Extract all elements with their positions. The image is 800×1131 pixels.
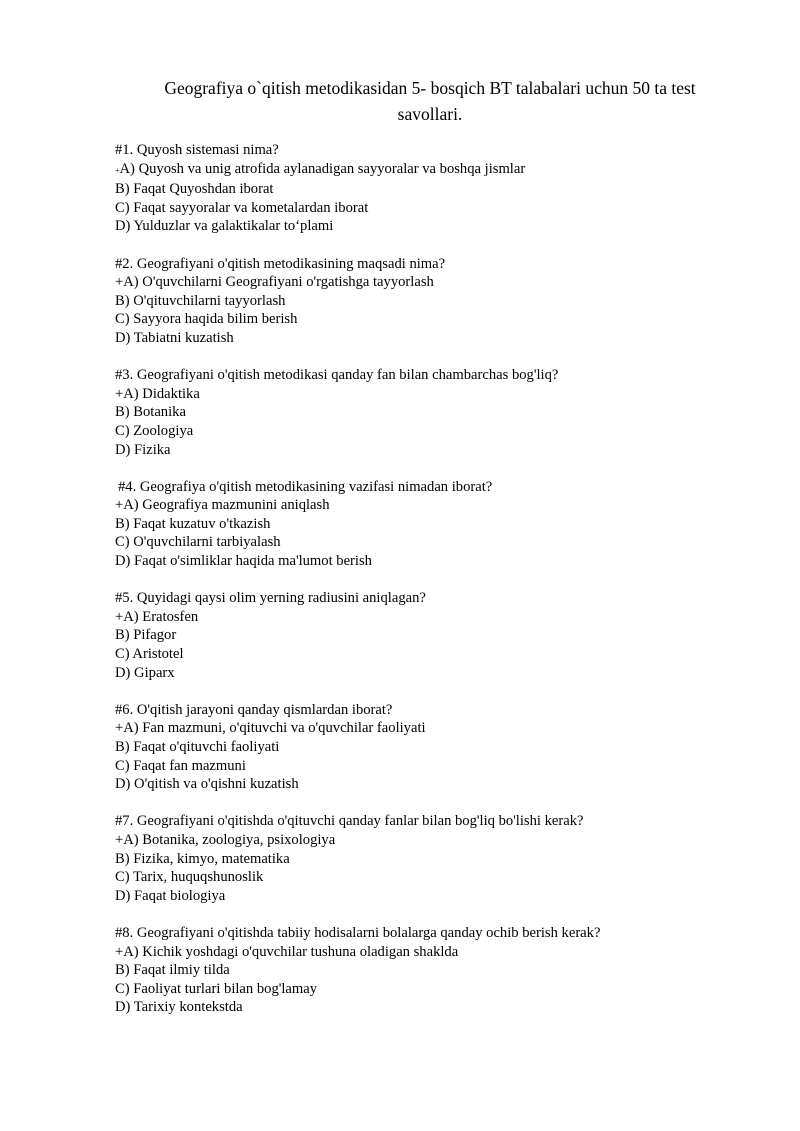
answer-option: D) Yulduzlar va galaktikalar to‘plami (115, 218, 334, 235)
answer-option: B) Fizika, kimyo, matematika (115, 850, 290, 867)
answer-option: +A) Botanika, zoologiya, psixologiya (115, 831, 336, 848)
answer-option: C) Faqat sayyoralar va kometalardan iborat (115, 199, 369, 216)
answer-option: +A) Geografiya mazmunini aniqlash (115, 497, 330, 514)
answer-option: C) Aristotel (115, 646, 184, 663)
answer-option: C) Faoliyat turlari bilan bog'lamay (115, 980, 318, 997)
answer-option: +A) Didaktika (115, 385, 200, 402)
question-list (115, 141, 735, 1036)
question-text: #5. Quyidagi qaysi olim yerning radiusini aniqlagan? (115, 590, 426, 607)
question-5 (115, 589, 735, 682)
answer-option: B) Botanika (115, 404, 186, 421)
question-text: #8. Geografiyani o'qitishda tabiiy hodisalarni bolalarga qanday ochib berish kerak? (115, 924, 601, 941)
answer-option: C) Tarix, huquqshunoslik (115, 869, 264, 886)
document-title: Geografiya o`qitish metodikasidan 5- bosqich BT talabalari uchun 50 ta test savollari. (164, 78, 696, 124)
question-7 (115, 812, 735, 905)
answer-option: D) O'qitish va o'qishni kuzatish (115, 776, 299, 793)
answer-option: B) O'qituvchilarni tayyorlash (115, 292, 286, 309)
answer-option: D) Faqat o'simliklar haqida ma'lumot berish (115, 553, 372, 570)
answer-option: D) Faqat biologiya (115, 887, 226, 904)
answer-option: +A) Eratosfen (115, 608, 199, 625)
question-text: #7. Geografiyani o'qitishda o'qituvchi qanday fanlar bilan bog'liq bo'lishi kerak? (115, 813, 584, 830)
question-text: #6. O'qitish jarayoni qanday qismlardan iborat? (115, 701, 393, 718)
question-text: #2. Geografiyani o'qitish metodikasining maqsadi nima? (115, 255, 446, 272)
answer-option: D) Giparx (115, 664, 175, 681)
answer-option: D) Fizika (115, 441, 171, 458)
question-text: #1. Quyosh sistemasi nima? (115, 142, 279, 158)
question-8 (115, 924, 735, 1017)
answer-option: B) Faqat kuzatuv o'tkazish (115, 515, 271, 532)
answer-option: C) Faqat fan mazmuni (115, 757, 246, 774)
question-4 (115, 478, 735, 571)
question-6 (115, 701, 735, 794)
question-text: #4. Geografiya o'qitish metodikasining vazifasi nimadan iborat? (118, 478, 493, 495)
answer-option: C) Sayyora haqida bilim berish (115, 311, 298, 328)
question-2 (115, 255, 735, 348)
question-1 (115, 141, 735, 236)
answer-option: D) Tarixiy kontekstda (115, 999, 243, 1016)
answer-option: C) Zoologiya (115, 422, 194, 439)
answer-option: C) O'quvchilarni tarbiyalash (115, 534, 281, 551)
answer-option: B) Faqat o'qituvchi faoliyati (115, 739, 280, 755)
answer-option: +A) Fan mazmuni, o'qituvchi va o'quvchilar faoliyati (115, 720, 426, 737)
question-3 (115, 366, 735, 459)
answer-option: +A) O'quvchilarni Geografiyani o'rgatishga tayyorlash (115, 274, 434, 291)
answer-option: +A) Quyosh va unig atrofida aylanadigan sayyoralar va boshqa jismlar (115, 160, 526, 177)
answer-option: B) Faqat Quyoshdan iborat (115, 181, 274, 198)
answer-option: B) Faqat ilmiy tilda (115, 962, 230, 979)
answer-option: D) Tabiatni kuzatish (115, 329, 234, 346)
correct-marker: + (115, 165, 120, 175)
answer-option: +A) Kichik yoshdagi o'quvchilar tushuna oladigan shaklda (115, 943, 459, 960)
question-text: #3. Geografiyani o'qitish metodikasi qanday fan bilan chambarchas bog'liq? (115, 367, 559, 384)
answer-option: B) Pifagor (115, 627, 177, 644)
